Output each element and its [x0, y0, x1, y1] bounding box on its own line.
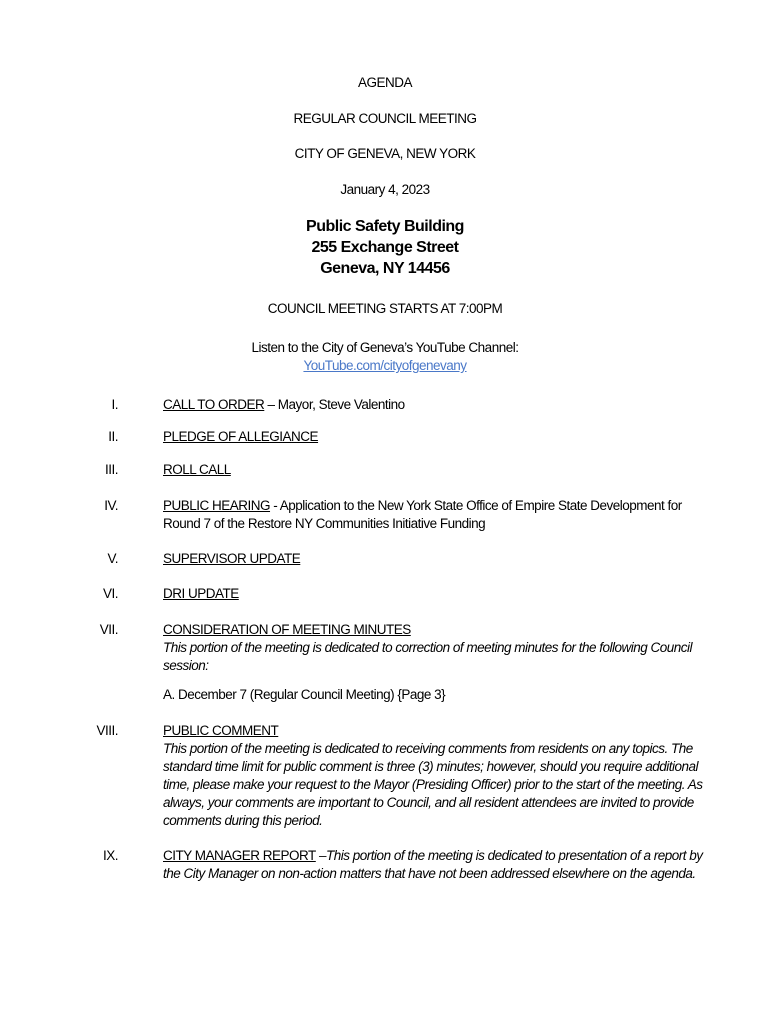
- item-rest: –This portion of the meeting is dedicated to presentation of a report by the City Manager on non-action matters that have not been addressed elsewhere on the agenda.: [163, 848, 703, 881]
- meeting-type: REGULAR COUNCIL MEETING: [293, 111, 477, 126]
- item-title: PLEDGE OF ALLEGIANCE: [163, 429, 319, 444]
- item-number: V.: [107, 551, 118, 566]
- item-description: This portion of the meeting is dedicated to correction of meeting minutes for the following Council session:: [163, 640, 693, 673]
- item-rest: - Application to the New York State Office of Empire State Development for Round 7 of the Restore NY Communities Initiative Funding: [163, 498, 682, 531]
- item-body: [163, 396, 703, 414]
- item-title: CITY MANAGER REPORT: [163, 848, 316, 863]
- youtube-block: [0, 339, 770, 375]
- item-rest: – Mayor, Steve Valentino: [264, 397, 405, 412]
- item-number: I.: [111, 397, 118, 412]
- start-time: COUNCIL MEETING STARTS AT 7:00PM: [267, 301, 503, 316]
- youtube-link[interactable]: YouTube.com/cityofgenevany: [303, 358, 467, 373]
- item-number: IX.: [102, 848, 118, 863]
- item-title: PUBLIC HEARING: [163, 498, 271, 513]
- minutes-sub-item: A. December 7 (Regular Council Meeting) {Page 3}: [163, 687, 446, 702]
- agenda-heading: AGENDA: [357, 75, 412, 90]
- item-body: [163, 722, 703, 830]
- location-block: [0, 216, 770, 279]
- item-title: PUBLIC COMMENT: [163, 723, 279, 738]
- item-body: [163, 847, 703, 883]
- item-number: VII.: [99, 622, 118, 637]
- city-heading: CITY OF GENEVA, NEW YORK: [294, 146, 476, 161]
- item-body: [163, 585, 703, 603]
- item-title: DRI UPDATE: [163, 586, 239, 601]
- item-number: IV.: [104, 498, 118, 513]
- location-building: Public Safety Building: [306, 218, 464, 235]
- youtube-prompt: Listen to the City of Geneva’s YouTube Channel:: [251, 340, 519, 355]
- item-body: [163, 550, 703, 568]
- item-body: [163, 497, 703, 533]
- item-title: CALL TO ORDER: [163, 397, 265, 412]
- item-title: SUPERVISOR UPDATE: [163, 551, 301, 566]
- item-title: CONSIDERATION OF MEETING MINUTES: [163, 622, 411, 637]
- item-number: III.: [104, 462, 118, 477]
- meeting-date: January 4, 2023: [340, 182, 430, 197]
- item-number: II.: [108, 429, 118, 444]
- item-body: [163, 461, 703, 479]
- item-number: VIII.: [96, 723, 118, 738]
- item-number: VI.: [102, 586, 118, 601]
- location-city: Geneva, NY 14456: [320, 260, 450, 277]
- item-description: This portion of the meeting is dedicated to receiving comments from residents on any topics. The standard time limit for public comment is three (3) minutes; however, should you require additional time, please make your request to the Mayor (Presiding Officer) prior to the start of the meeting. As always, your comments are important to Council, and all resident attendees are invited to provide comments during this period.: [163, 741, 703, 828]
- item-body: [163, 428, 703, 446]
- location-street: 255 Exchange Street: [311, 239, 459, 256]
- item-title: ROLL CALL: [163, 462, 231, 477]
- item-body: [163, 621, 703, 675]
